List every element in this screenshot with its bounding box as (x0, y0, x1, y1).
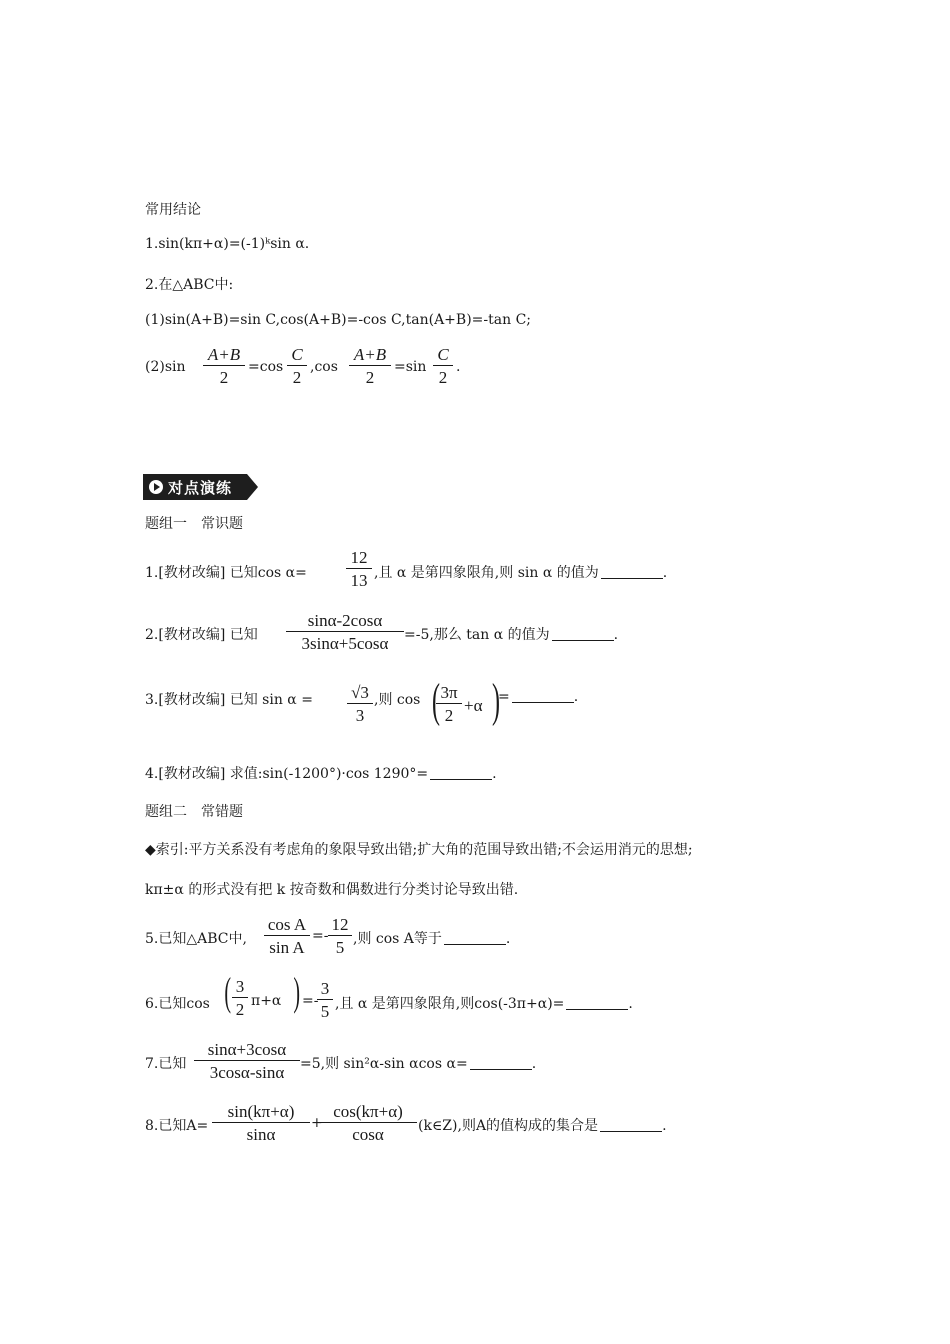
q5-ratio-fraction (328, 916, 352, 956)
q2-prefix: 2.[教材改编] 已知 (145, 627, 258, 643)
answer-blank[interactable] (600, 1131, 662, 1132)
left-paren: ( (431, 674, 440, 727)
conclusion-2-2-prefix: (2)sin (145, 359, 186, 375)
group1-title: 题组一 常识题 (145, 516, 243, 532)
q2-fraction (286, 612, 404, 652)
right-paren: ) (491, 674, 500, 727)
right-paren: ) (293, 969, 300, 1014)
answer-blank[interactable] (470, 1069, 532, 1070)
fraction-numerator: 12 (331, 915, 349, 934)
q3-inner-tail: +α (464, 696, 483, 715)
answer-blank[interactable] (601, 578, 663, 579)
fraction-numerator: cos(kπ+α) (333, 1102, 403, 1121)
fraction-numerator: 3π (440, 683, 458, 702)
fraction-numerator: sin(kπ+α) (227, 1102, 295, 1121)
fraction-c-over-2 (287, 346, 307, 386)
fraction-numerator: A+B (207, 345, 241, 364)
q8-fraction-1 (212, 1103, 310, 1143)
fraction-a-plus-b-over-2 (203, 346, 245, 386)
q3-suffix: = . (498, 689, 579, 705)
conclusion-2-2-end: . (456, 359, 461, 375)
fraction-numerator: 12 (350, 548, 368, 567)
fraction-numerator: 3 (320, 979, 330, 998)
q5-fraction (264, 916, 310, 956)
fraction-a-plus-b-over-2-b (349, 346, 391, 386)
q7-prefix: 7.已知 (145, 1056, 187, 1072)
answer-blank[interactable] (444, 944, 506, 945)
group2-note-line1: ◆索引:平方关系没有考虑角的象限导致出错;扩大角的范围导致出错;不会运用消元的思想; (145, 842, 693, 858)
fraction-numerator: sinα+3cosα (207, 1040, 287, 1059)
q6-prefix: 6.已知cos (145, 996, 210, 1012)
q8-plus: + (311, 1115, 323, 1131)
group2-note-line2: kπ±α 的形式没有把 k 按奇数和偶数进行分类讨论导致出错. (145, 882, 519, 898)
q8-suffix: (k∈Z),则A的值构成的集合是 . (418, 1118, 667, 1134)
answer-blank[interactable] (512, 702, 574, 703)
fraction-denominator: cosα (319, 1122, 417, 1143)
q5-prefix: 5.已知△ABC中, (145, 931, 247, 947)
fraction-denominator: 2 (349, 365, 391, 386)
q7-fraction (194, 1041, 300, 1081)
q1-fraction (346, 549, 372, 589)
q6-inner-tail: π+α (251, 993, 282, 1009)
fraction-numerator: cos A (267, 915, 307, 934)
fraction-numerator: C (437, 345, 449, 364)
q8-fraction-2 (319, 1103, 417, 1143)
conclusion-2-2-mid3: =sin (394, 359, 427, 375)
left-paren: ( (224, 969, 231, 1014)
answer-blank[interactable] (552, 640, 614, 641)
q5-eq: =- (312, 928, 329, 944)
fraction-denominator: 2 (232, 997, 248, 1018)
fraction-numerator: √3 (351, 683, 369, 702)
conclusions-heading: 常用结论 (145, 202, 201, 218)
q6-inner-fraction (232, 978, 248, 1018)
q1-prefix: 1.[教材改编] 已知cos α= (145, 565, 307, 581)
fraction-denominator: 3cosα-sinα (194, 1060, 300, 1081)
q5-suffix: ,则 cos A等于 . (353, 931, 511, 947)
q3-prefix: 3.[教材改编] 已知 sin α = (145, 692, 313, 708)
q6-ratio-fraction (317, 980, 333, 1020)
fraction-denominator: 2 (436, 703, 462, 724)
q6-suffix: ,且 α 是第四象限角,则cos(-3π+α)= . (335, 996, 633, 1012)
answer-blank[interactable] (430, 779, 492, 780)
fraction-denominator: 3sinα+5cosα (286, 631, 404, 652)
conclusion-1: 1.sin(kπ+α)=(-1)ᵏsin α. (145, 236, 310, 252)
fraction-denominator: 5 (317, 999, 333, 1020)
answer-blank[interactable] (566, 1009, 628, 1010)
q2-suffix: =-5,那么 tan α 的值为 . (404, 627, 619, 643)
conclusion-2: 2.在△ABC中: (145, 277, 234, 293)
conclusion-2-2-mid2: ,cos (310, 359, 338, 375)
q4: 4.[教材改编] 求值:sin(-1200°)·cos 1290°= . (145, 766, 497, 782)
q6-eq: =- (302, 993, 319, 1009)
q8-prefix: 8.已知A= (145, 1118, 209, 1134)
section-banner (143, 474, 258, 500)
group2-title: 题组二 常错题 (145, 804, 243, 820)
fraction-denominator: 13 (346, 568, 372, 589)
fraction-denominator: 2 (433, 365, 453, 386)
fraction-denominator: 5 (328, 935, 352, 956)
q7-suffix: =5,则 sin²α-sin αcos α= . (300, 1056, 537, 1072)
fraction-c-over-2-b (433, 346, 453, 386)
fraction-denominator: 2 (203, 365, 245, 386)
fraction-numerator: sinα-2cosα (307, 611, 383, 630)
q3-inner-fraction (436, 684, 462, 724)
q3-fraction (347, 684, 373, 724)
conclusion-2-2-mid1: =cos (248, 359, 284, 375)
fraction-numerator: A+B (353, 345, 387, 364)
conclusion-2-1: (1)sin(A+B)=sin C,cos(A+B)=-cos C,tan(A+B)=-tan C; (145, 312, 531, 328)
fraction-numerator: C (291, 345, 303, 364)
q1-suffix: ,且 α 是第四象限角,则 sin α 的值为 . (374, 565, 668, 581)
fraction-numerator: 3 (235, 977, 245, 996)
fraction-denominator: 2 (287, 365, 307, 386)
fraction-denominator: sin A (264, 935, 310, 956)
q3-mid: ,则 cos (374, 692, 421, 708)
banner-label: 对点演练 (168, 479, 233, 497)
fraction-denominator: sinα (212, 1122, 310, 1143)
fraction-denominator: 3 (347, 703, 373, 724)
